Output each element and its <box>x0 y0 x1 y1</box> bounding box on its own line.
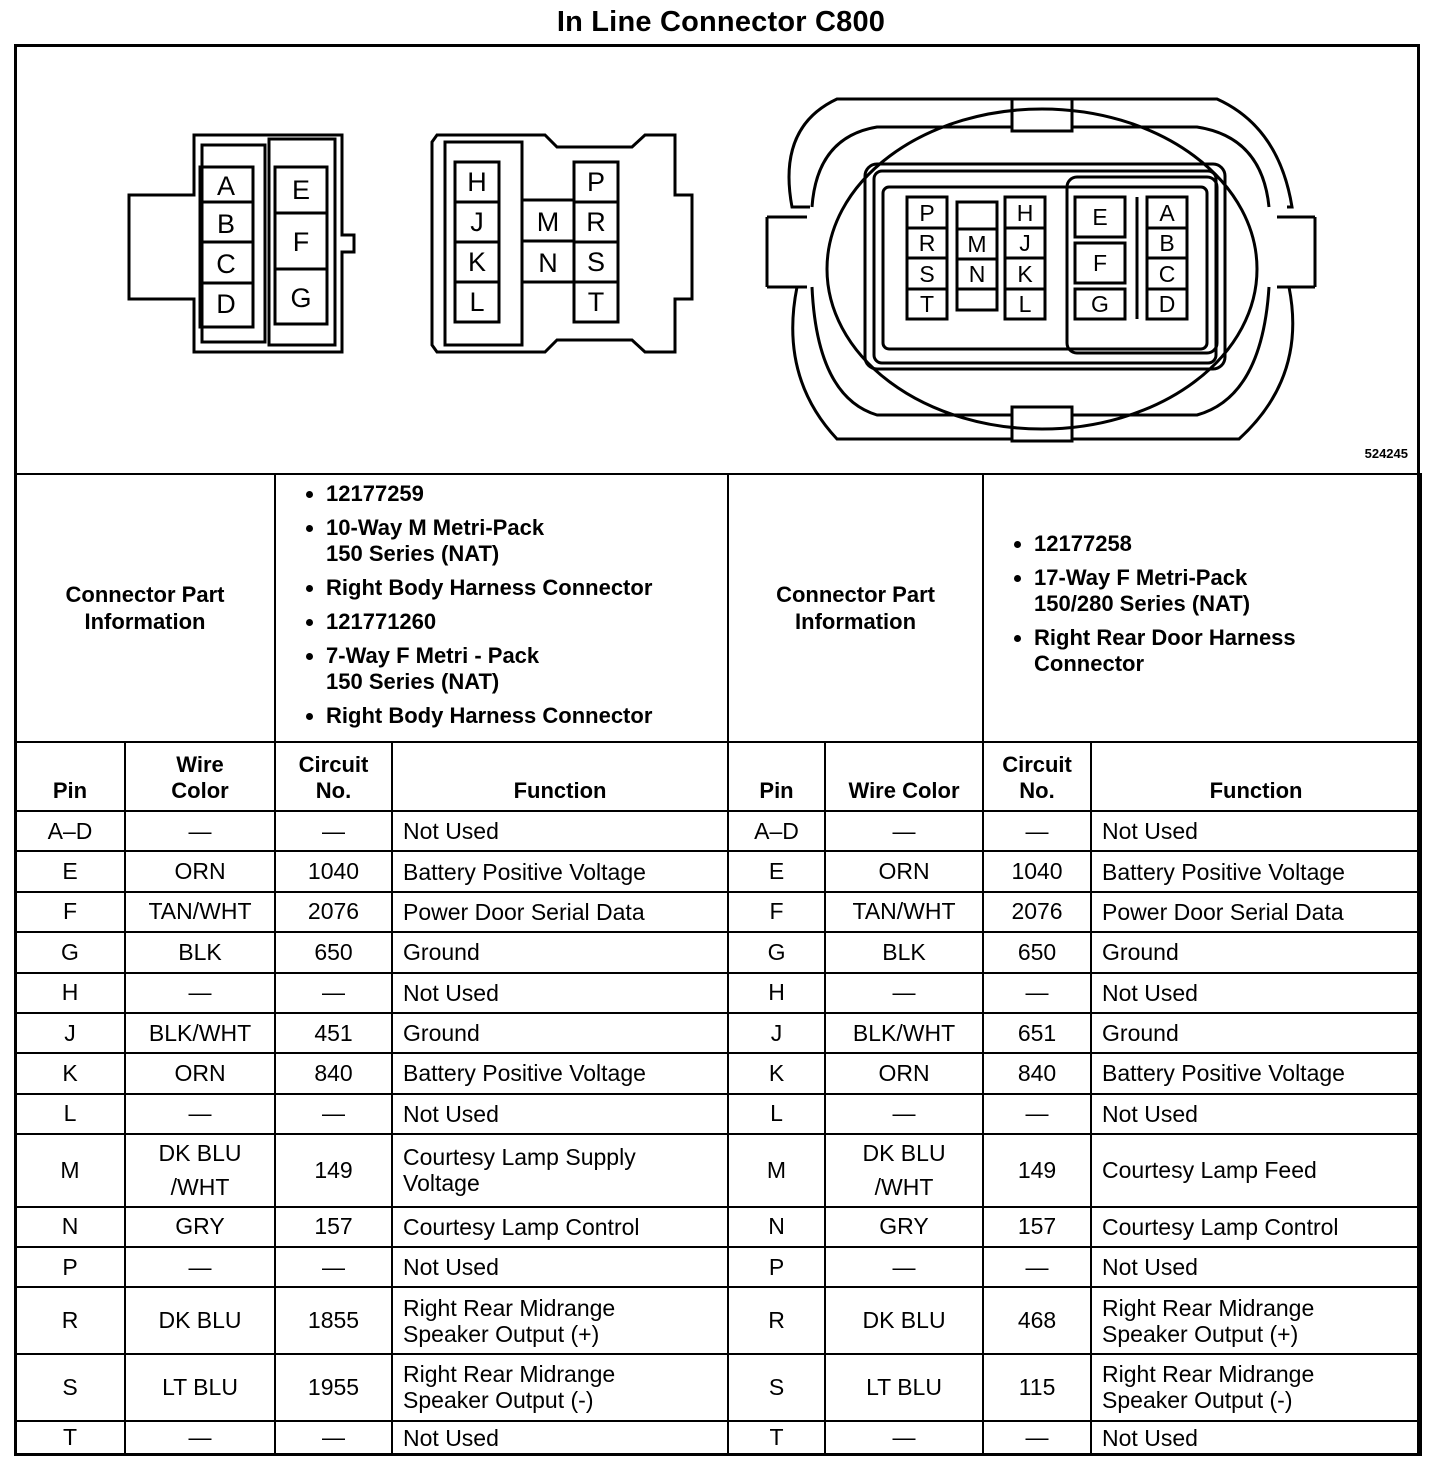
function-cell: Courtesy Lamp Feed <box>1091 1134 1421 1207</box>
wire-color-cell: DK BLU <box>825 1287 983 1354</box>
circuit-cell: 2076 <box>275 892 392 932</box>
pinout-table <box>14 473 1422 1456</box>
wire-color-cell: — <box>125 1421 275 1455</box>
pin-cell: E <box>728 851 825 891</box>
info-item: • Right Body Harness Connector <box>326 703 717 729</box>
wire-color-cell: — <box>825 1421 983 1455</box>
pin-cell: A–D <box>728 811 825 851</box>
table-row <box>15 1013 1421 1053</box>
pin-cell: T <box>728 1421 825 1455</box>
wire-color-cell: BLK <box>825 932 983 972</box>
wire-color-cell: ORN <box>125 1053 275 1093</box>
part-info-row <box>15 474 1421 742</box>
circuit-cell: — <box>983 1421 1091 1455</box>
function-cell: Ground <box>1091 1013 1421 1053</box>
table-row <box>15 932 1421 972</box>
function-cell: Not Used <box>392 811 728 851</box>
pin-label: D <box>216 289 236 319</box>
pin-label: B <box>1159 230 1175 256</box>
pin-label: L <box>1018 291 1032 317</box>
wire-color-cell: DK BLU /WHT <box>825 1134 983 1207</box>
function-cell: Battery Positive Voltage <box>1091 1053 1421 1093</box>
pin-label: C <box>216 249 236 279</box>
pin-cell: S <box>728 1354 825 1421</box>
pin-label: K <box>467 247 487 277</box>
table-row <box>15 1053 1421 1093</box>
circuit-cell: — <box>983 973 1091 1013</box>
pin-label: A <box>1159 200 1175 226</box>
circuit-cell: 840 <box>983 1053 1091 1093</box>
pin-cell: L <box>728 1094 825 1134</box>
header-row <box>15 742 1421 811</box>
function-cell: Battery Positive Voltage <box>392 1053 728 1093</box>
pin-label: H <box>1016 200 1034 226</box>
connector-diagrams <box>17 47 1417 475</box>
left-info-list <box>275 474 728 742</box>
pin-cell: L <box>15 1094 125 1134</box>
label-line: Connector Part <box>65 582 225 608</box>
table-row <box>15 1421 1421 1455</box>
info-item: • 12177258 <box>1034 531 1410 557</box>
pin-label: R <box>918 230 936 256</box>
pin-label: J <box>470 207 484 237</box>
info-item: • 12177259 <box>326 481 717 507</box>
circuit-cell: 651 <box>983 1013 1091 1053</box>
table-row <box>15 1287 1421 1354</box>
connector-1-outline <box>129 135 354 352</box>
wire-color-cell: — <box>125 1247 275 1287</box>
pin-label: R <box>586 207 606 237</box>
info-item: • 121771260 <box>326 609 717 635</box>
circuit-cell: 1855 <box>275 1287 392 1354</box>
figure-code: 524245 <box>1364 446 1408 461</box>
pin-cell: T <box>15 1421 125 1455</box>
pin-label: N <box>968 261 986 287</box>
pin-label: G <box>290 283 312 313</box>
pin-cell: P <box>728 1247 825 1287</box>
info-item: • 7-Way F Metri - Pack 150 Series (NAT) <box>326 643 717 695</box>
pin-label: D <box>1158 291 1176 317</box>
function-cell: Right Rear Midrange Speaker Output (+) <box>1091 1287 1421 1354</box>
function-cell: Not Used <box>1091 811 1421 851</box>
circuit-cell: 149 <box>275 1134 392 1207</box>
connector-3-outline <box>767 99 1315 441</box>
right-info-list <box>983 474 1421 742</box>
pin-label: E <box>1092 204 1108 230</box>
pin-label: P <box>919 200 935 226</box>
pin-cell: N <box>728 1207 825 1247</box>
function-cell: Courtesy Lamp Supply Voltage <box>392 1134 728 1207</box>
pin-cell: J <box>15 1013 125 1053</box>
left-info-label <box>15 474 275 742</box>
table-row <box>15 1094 1421 1134</box>
col-header-function: Function <box>1091 742 1421 811</box>
pin-cell: R <box>15 1287 125 1354</box>
function-cell: Courtesy Lamp Control <box>392 1207 728 1247</box>
pin-label: T <box>587 287 605 317</box>
wire-color-cell: — <box>825 973 983 1013</box>
wire-color-cell: GRY <box>125 1207 275 1247</box>
wire-color-cell: BLK/WHT <box>825 1013 983 1053</box>
pin-cell: F <box>728 892 825 932</box>
col-header-pin: Pin <box>728 742 825 811</box>
wire-color-cell: LT BLU <box>125 1354 275 1421</box>
wire-color-cell: BLK/WHT <box>125 1013 275 1053</box>
circuit-cell: 840 <box>275 1053 392 1093</box>
pin-cell: N <box>15 1207 125 1247</box>
circuit-cell: — <box>275 1094 392 1134</box>
circuit-cell: 1040 <box>275 851 392 891</box>
wire-color-cell: — <box>825 1094 983 1134</box>
table-row <box>15 811 1421 851</box>
function-cell: Battery Positive Voltage <box>1091 851 1421 891</box>
pin-label: S <box>919 261 935 287</box>
pin-cell: R <box>728 1287 825 1354</box>
circuit-cell: 650 <box>983 932 1091 972</box>
wire-color-cell: TAN/WHT <box>825 892 983 932</box>
wire-color-cell: — <box>825 811 983 851</box>
circuit-cell: — <box>983 811 1091 851</box>
pin-cell: K <box>728 1053 825 1093</box>
pin-label: J <box>1019 230 1031 256</box>
pin-label: S <box>586 247 606 277</box>
pin-label: A <box>216 171 236 201</box>
pin-cell: K <box>15 1053 125 1093</box>
table-row <box>15 973 1421 1013</box>
pin-label: N <box>538 248 558 278</box>
function-cell: Battery Positive Voltage <box>392 851 728 891</box>
table-row <box>15 1207 1421 1247</box>
col-header-function: Function <box>392 742 728 811</box>
wire-color-cell: ORN <box>125 851 275 891</box>
info-item: • 17-Way F Metri-Pack 150/280 Series (NAT) <box>1034 565 1410 617</box>
info-item: • Right Rear Door Harness Connector <box>1034 625 1410 677</box>
circuit-cell: — <box>275 1247 392 1287</box>
circuit-cell: — <box>275 1421 392 1455</box>
wire-color-cell: TAN/WHT <box>125 892 275 932</box>
info-item: • 10-Way M Metri-Pack 150 Series (NAT) <box>326 515 717 567</box>
wire-color-cell: BLK <box>125 932 275 972</box>
table-row <box>15 851 1421 891</box>
circuit-cell: 149 <box>983 1134 1091 1207</box>
circuit-cell: 115 <box>983 1354 1091 1421</box>
wire-color-cell: DK BLU /WHT <box>125 1134 275 1207</box>
circuit-cell: 1040 <box>983 851 1091 891</box>
wire-color-cell: GRY <box>825 1207 983 1247</box>
pin-label: M <box>967 231 987 257</box>
pin-cell: G <box>15 932 125 972</box>
wire-color-cell: — <box>125 1094 275 1134</box>
col-header-wire-color: Wire Color <box>125 742 275 811</box>
circuit-cell: 451 <box>275 1013 392 1053</box>
circuit-cell: — <box>983 1247 1091 1287</box>
pin-cell: A–D <box>15 811 125 851</box>
function-cell: Not Used <box>1091 1094 1421 1134</box>
pin-cell: H <box>15 973 125 1013</box>
pin-label: P <box>586 167 606 197</box>
function-cell: Right Rear Midrange Speaker Output (-) <box>1091 1354 1421 1421</box>
wire-color-cell: DK BLU <box>125 1287 275 1354</box>
wire-color-cell: ORN <box>825 851 983 891</box>
label-line: Connector Part <box>776 582 935 608</box>
pin-cell: M <box>728 1134 825 1207</box>
page-title: In Line Connector C800 <box>556 6 886 38</box>
function-cell: Right Rear Midrange Speaker Output (+) <box>392 1287 728 1354</box>
table-row <box>15 892 1421 932</box>
pin-cell: E <box>15 851 125 891</box>
table-row <box>15 1134 1421 1207</box>
circuit-cell: 2076 <box>983 892 1091 932</box>
pin-label: H <box>467 167 487 197</box>
function-cell: Power Door Serial Data <box>1091 892 1421 932</box>
wire-color-cell: — <box>825 1247 983 1287</box>
circuit-cell: 157 <box>983 1207 1091 1247</box>
pin-cell: F <box>15 892 125 932</box>
pin-label: G <box>1091 291 1109 317</box>
function-cell: Not Used <box>1091 1247 1421 1287</box>
table-row <box>15 1354 1421 1421</box>
function-cell: Power Door Serial Data <box>392 892 728 932</box>
circuit-cell: 468 <box>983 1287 1091 1354</box>
wire-color-cell: — <box>125 973 275 1013</box>
pin-label: K <box>1017 261 1033 287</box>
circuit-cell: — <box>275 973 392 1013</box>
circuit-cell: 1955 <box>275 1354 392 1421</box>
function-cell: Ground <box>392 932 728 972</box>
circuit-cell: — <box>983 1094 1091 1134</box>
wire-color-cell: ORN <box>825 1053 983 1093</box>
pin-cell: H <box>728 973 825 1013</box>
function-cell: Not Used <box>392 1421 728 1455</box>
pin-label: L <box>469 287 485 317</box>
table-row <box>15 1247 1421 1287</box>
pin-cell: P <box>15 1247 125 1287</box>
pin-cell: S <box>15 1354 125 1421</box>
wire-color-cell: LT BLU <box>825 1354 983 1421</box>
col-header-circuit: Circuit No. <box>983 742 1091 811</box>
function-cell: Not Used <box>392 1247 728 1287</box>
pin-cell: J <box>728 1013 825 1053</box>
circuit-cell: — <box>275 811 392 851</box>
pin-label: E <box>291 175 311 205</box>
col-header-wire-color: Wire Color <box>825 742 983 811</box>
col-header-circuit: Circuit No. <box>275 742 392 811</box>
pin-label: C <box>1158 261 1176 287</box>
label-line: Information <box>795 609 917 635</box>
info-item: • Right Body Harness Connector <box>326 575 717 601</box>
function-cell: Not Used <box>392 973 728 1013</box>
function-cell: Ground <box>1091 932 1421 972</box>
wire-color-cell: — <box>125 811 275 851</box>
label-line: Information <box>84 609 206 635</box>
function-cell: Ground <box>392 1013 728 1053</box>
pin-cell: G <box>728 932 825 972</box>
function-cell: Courtesy Lamp Control <box>1091 1207 1421 1247</box>
function-cell: Not Used <box>1091 973 1421 1013</box>
pin-label: F <box>1092 250 1108 276</box>
connector-drawing <box>17 47 1417 475</box>
pin-label: M <box>536 207 560 237</box>
right-info-label <box>728 474 983 742</box>
function-cell: Not Used <box>392 1094 728 1134</box>
col-header-pin: Pin <box>15 742 125 811</box>
function-cell: Right Rear Midrange Speaker Output (-) <box>392 1354 728 1421</box>
pin-label: T <box>919 291 935 317</box>
function-cell: Not Used <box>1091 1421 1421 1455</box>
circuit-cell: 157 <box>275 1207 392 1247</box>
pin-cell: M <box>15 1134 125 1207</box>
pin-label: B <box>216 209 236 239</box>
circuit-cell: 650 <box>275 932 392 972</box>
pin-label: F <box>292 227 310 257</box>
